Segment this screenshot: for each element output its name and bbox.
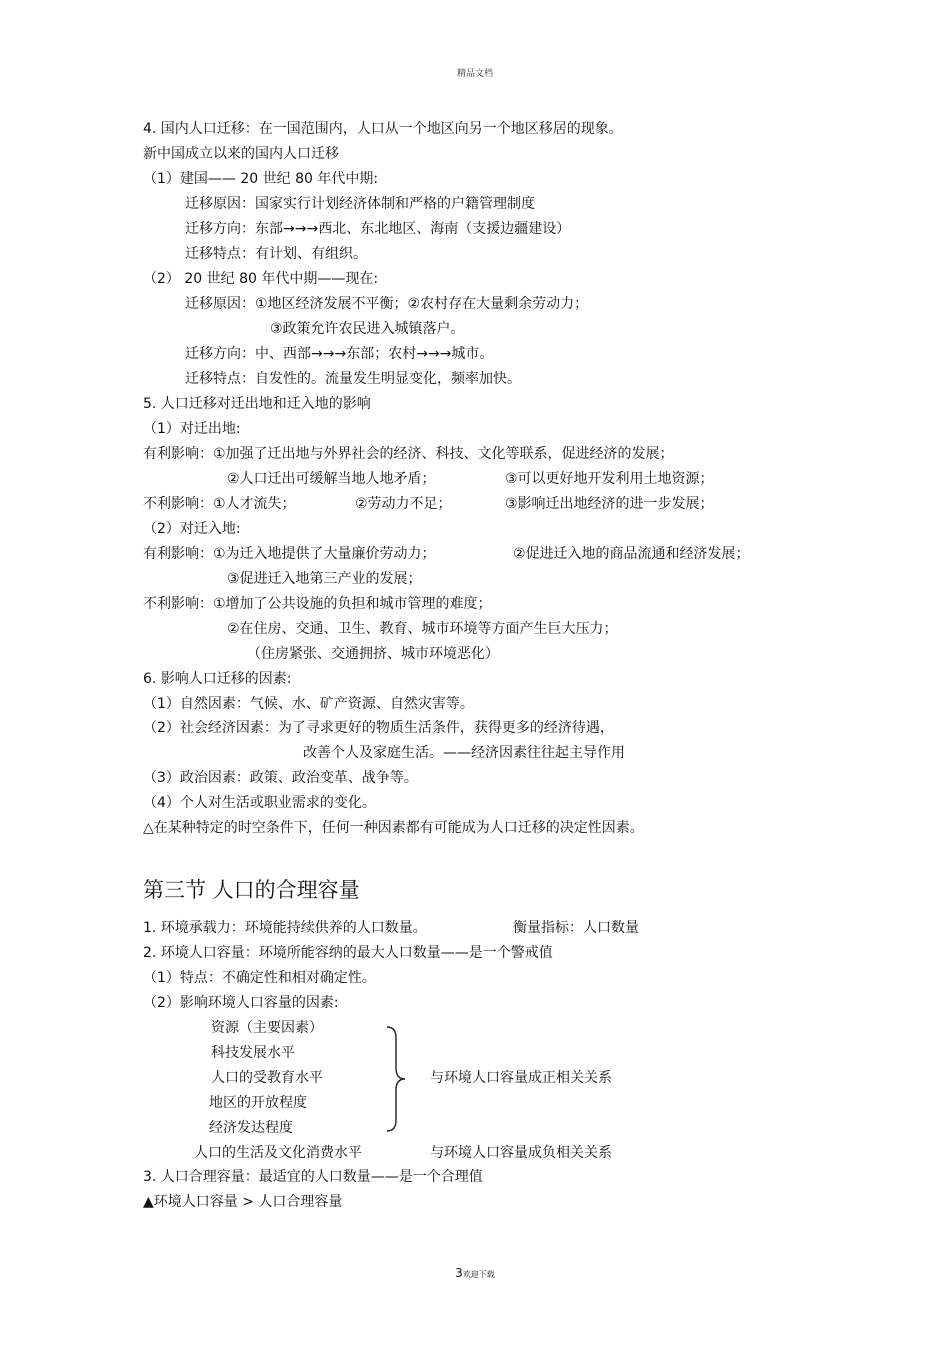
text-line: 新中国成立以来的国内人口迁移 bbox=[143, 146, 339, 162]
text-line: △在某种特定的时空条件下，任何一种因素都有可能成为人口迁移的决定性因素。 bbox=[143, 820, 644, 836]
factor-item: 人口的受教育水平 bbox=[211, 1070, 323, 1086]
text-line: ③促进迁入地第三产业的发展； bbox=[227, 571, 422, 587]
factor-item: 人口的生活及文化消费水平 bbox=[194, 1145, 362, 1161]
text-line: 改善个人及家庭生活。——经济因素往往起主导作用 bbox=[303, 745, 625, 761]
text-line: ②促进迁入地的商品流通和经济发展； bbox=[513, 546, 750, 562]
text-line: （1）特点：不确定性和相对确定性。 bbox=[143, 970, 376, 986]
text-line: ③可以更好地开发利用土地资源； bbox=[505, 471, 714, 487]
section-heading: 第三节 人口的合理容量 bbox=[143, 878, 360, 902]
text-line: （2）对迁入地: bbox=[143, 521, 241, 537]
text-line: 有利影响：①加强了迁出地与外界社会的经济、科技、文化等联系，促进经济的发展； bbox=[143, 446, 674, 462]
text-line: （住房紧张、交通拥挤、城市环境恶化） bbox=[247, 646, 499, 662]
text-line: 迁移原因：①地区经济发展不平衡；②农村存在大量剩余劳动力； bbox=[185, 296, 589, 312]
text-line: （2）影响环境人口容量的因素: bbox=[143, 995, 339, 1011]
text-line: （2）社会经济因素：为了寻求更好的物质生活条件，获得更多的经济待遇， bbox=[143, 720, 614, 736]
factor-item: 资源（主要因素） bbox=[211, 1020, 323, 1036]
factor-item: 科技发展水平 bbox=[211, 1045, 295, 1061]
text-line: 4. 国内人口迁移：在一国范围内，人口从一个地区向另一个地区移居的现象。 bbox=[143, 121, 623, 137]
text-line: ②人口迁出可缓解当地人地矛盾； bbox=[227, 471, 436, 487]
text-line: 有利影响：①为迁入地提供了大量廉价劳动力； bbox=[143, 546, 436, 562]
page-footer bbox=[0, 1262, 950, 1281]
text-line: ③政策允许农民进入城镇落户。 bbox=[270, 321, 465, 337]
page-header: 精品文档 bbox=[456, 69, 493, 79]
right-brace-icon bbox=[384, 1024, 414, 1134]
text-line: （1）建国—— 20 世纪 80 年代中期: bbox=[143, 171, 379, 187]
text-line: 1. 环境承载力：环境能持续供养的人口数量。 bbox=[143, 920, 427, 936]
text-line: ②在住房、交通、卫生、教育、城市环境等方面产生巨大压力； bbox=[227, 621, 618, 637]
factor-item: 地区的开放程度 bbox=[209, 1095, 307, 1111]
text-line: 2. 环境人口容量：环境所能容纳的最大人口数量——是一个警戒值 bbox=[143, 945, 553, 961]
page-number: 3 bbox=[455, 1266, 463, 1280]
text-line: （3）政治因素：政策、政治变革、战争等。 bbox=[143, 770, 418, 786]
text-line: （1）自然因素：气候、水、矿产资源、自然灾害等。 bbox=[143, 696, 474, 712]
footer-text: 欢迎下载 bbox=[462, 1270, 495, 1279]
text-line: 6. 影响人口迁移的因素: bbox=[143, 671, 292, 687]
text-line: 迁移方向：东部→→→西北、东北地区、海南（支援边疆建设） bbox=[185, 221, 571, 237]
text-line: ▲环境人口容量 > 人口合理容量 bbox=[143, 1194, 343, 1210]
factor-item: 经济发达程度 bbox=[209, 1120, 293, 1136]
text-line: （4）个人对生活或职业需求的变化。 bbox=[143, 795, 376, 811]
text-line: 3. 人口合理容量：最适宜的人口数量——是一个合理值 bbox=[143, 1169, 483, 1185]
text-line: 不利影响：①人才流失； bbox=[143, 496, 296, 512]
text-line: 迁移原因：国家实行计划经济体制和严格的户籍管理制度 bbox=[185, 196, 535, 212]
text-line: ③影响迁出地经济的进一步发展； bbox=[505, 496, 714, 512]
relation-label: 与环境人口容量成正相关关系 bbox=[430, 1070, 612, 1086]
text-line: （2） 20 世纪 80 年代中期——现在: bbox=[143, 271, 379, 287]
text-line: 迁移特点：自发性的。流量发生明显变化，频率加快。 bbox=[185, 371, 521, 387]
text-line: 衡量指标：人口数量 bbox=[513, 920, 639, 936]
text-line: 不利影响：①增加了公共设施的负担和城市管理的难度； bbox=[143, 596, 492, 612]
text-line: 迁移特点：有计划、有组织。 bbox=[185, 246, 367, 262]
text-line: （1）对迁出地: bbox=[143, 421, 241, 437]
text-line: 迁移方向：中、西部→→→东部；农村→→→城市。 bbox=[185, 346, 494, 362]
relation-label: 与环境人口容量成负相关关系 bbox=[430, 1145, 612, 1161]
text-line: 5. 人口迁移对迁出地和迁入地的影响 bbox=[143, 396, 371, 412]
text-line: ②劳动力不足； bbox=[355, 496, 452, 512]
